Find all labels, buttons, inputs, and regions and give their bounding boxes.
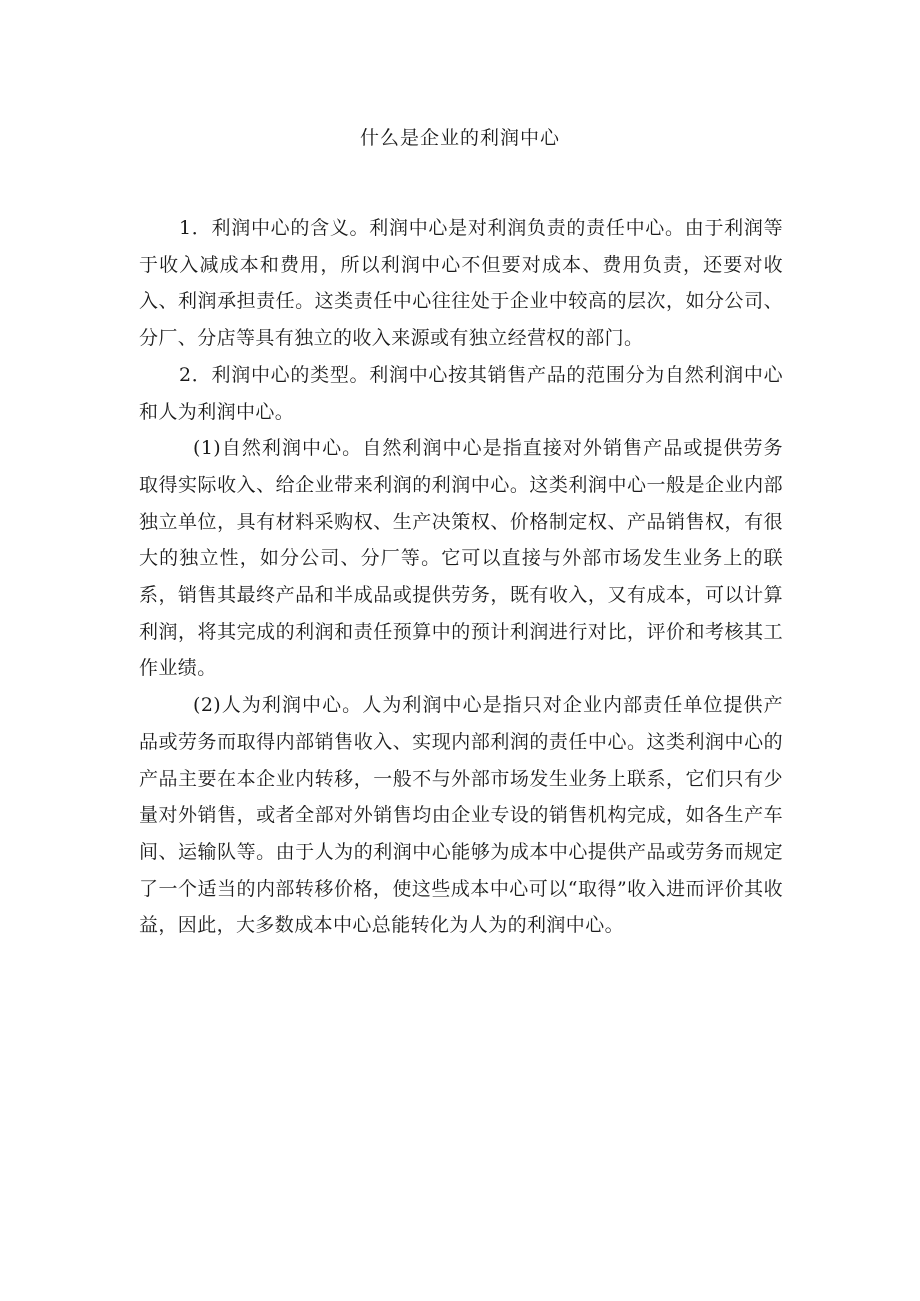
paragraph-natural-profit-center: (1)自然利润中心。自然利润中心是指直接对外销售产品或提供劳务取得实际收入、给企业带来利润的利润中心。这类利润中心一般是企业内部独立单位，具有材料采购权、生产决策权、价格制定权、产品销售权，有很大的独立性，如分公司、分厂等。它可以直接与外部市场发生业务上的联系，销售其最终产品和半成品或提供劳务，既有收入，又有成本，可以计算利润，将其完成的利润和责任预算中的预计利润进行对比，评价和考核其工作业绩。	[139, 437, 783, 680]
paragraph-artificial-profit-center: (2)人为利润中心。人为利润中心是指只对企业内部责任单位提供产品或劳务而取得内部销售收入、实现内部利润的责任中心。这类利润中心的产品主要在本企业内转移，一般不与外部市场发生业务上联系，它们只有少量对外销售，或者全部对外销售均由企业专设的销售机构完成，如各生产车间、运输队等。由于人为的利润中心能够为成本中心提供产品或劳务而规定了一个适当的内部转移价格，使这些成本中心可以“取得”收入进而评价其收益，因此，大多数成本中心总能转化为人为的利润中心。	[139, 694, 783, 937]
paragraph-profit-center-types: 2．利润中心的类型。利润中心按其销售产品的范围分为自然利润中心和人为利润中心。	[139, 363, 783, 423]
document-body	[139, 210, 783, 944]
document-title: 什么是企业的利润中心	[359, 127, 560, 149]
paragraph-profit-center-definition: 1．利润中心的含义。利润中心是对利润负责的责任中心。由于利润等于收入减成本和费用，所以利润中心不但要对成本、费用负责，还要对收入、利润承担责任。这类责任中心往往处于企业中较高的层次，如分公司、分厂、分店等具有独立的收入来源或有独立经营权的部门。	[139, 217, 783, 350]
